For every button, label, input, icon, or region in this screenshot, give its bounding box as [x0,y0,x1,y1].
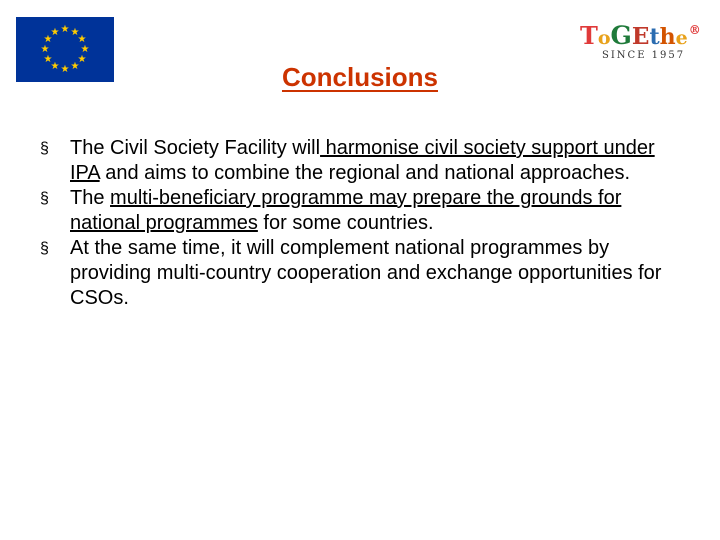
bullet-text: for some countries. [257,212,434,234]
registered-mark: ® [688,23,701,37]
svg-text:★: ★ [70,27,80,38]
svg-text:★: ★ [40,44,50,55]
svg-text:★: ★ [50,27,60,38]
bullet-icon: § [40,190,49,207]
logo-letter: h [659,24,676,50]
logo-letter: o [597,27,611,49]
bullet-text: The Civil Society Facility will [70,137,321,159]
svg-text:★: ★ [43,34,53,45]
bullet-text: and aims to combine the regional and national approaches. [99,162,631,184]
svg-text:★: ★ [80,44,90,55]
bullet-icon: § [40,140,49,157]
logo-letter: E [631,23,650,50]
svg-text:★: ★ [50,61,60,72]
bullet-text: The [70,187,111,209]
bullet-list [40,136,670,311]
bullet-item [40,136,670,186]
together-wordmark [580,20,705,48]
logo-letter: T [580,21,598,50]
slide-title: Conclusions [281,62,438,92]
svg-text:★: ★ [77,54,87,65]
bullet-underlined-text: multi-beneficiary programme may prepare the grounds for national programmes [70,187,622,234]
svg-text:★: ★ [60,64,70,75]
svg-text:★: ★ [43,54,53,65]
bullet-icon: § [40,240,49,257]
svg-text:★: ★ [60,24,70,35]
logo-letter: e [675,27,688,49]
logo-since-text: SINCE 1957 [602,50,686,61]
bullet-item [40,186,670,236]
logo-letter: G [610,21,632,50]
bullet-underlined-text: harmonise civil society support under IPA [70,137,655,184]
logo-letter: t [649,24,660,50]
bullet-text: At the same time, it will complement national programmes by providing multi-country cooperation and exchange opportunities for CSOs. [70,237,662,309]
svg-text:★: ★ [77,34,87,45]
svg-text:★: ★ [70,61,80,72]
together-logo [580,20,705,64]
bullet-item [40,236,670,311]
